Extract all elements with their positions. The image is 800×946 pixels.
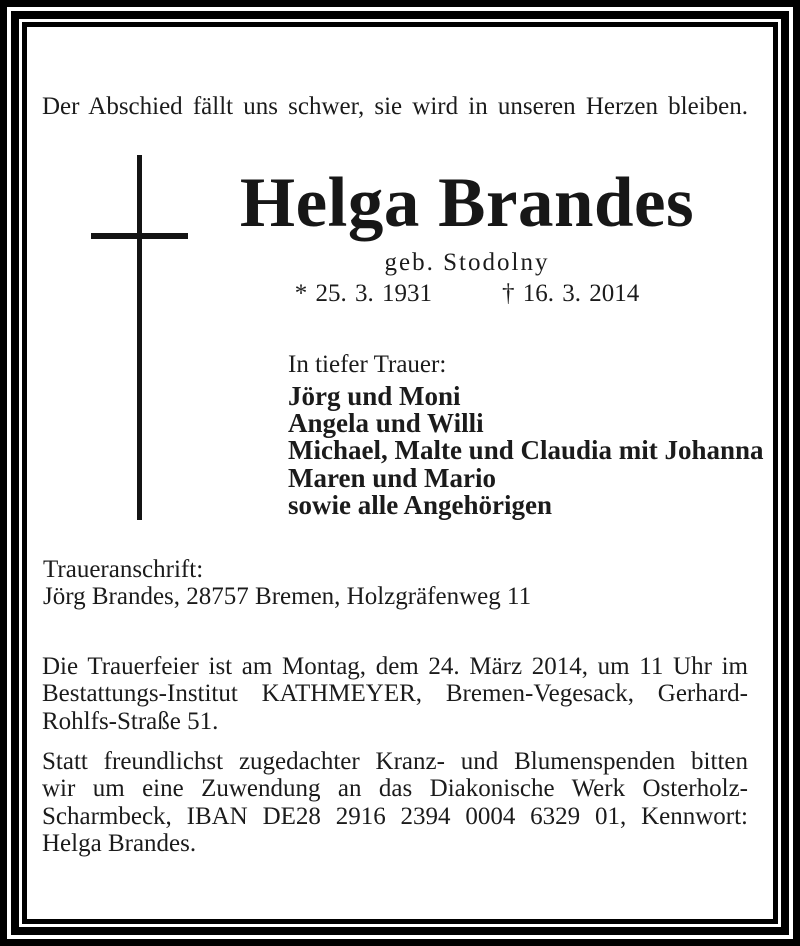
mourner-line: Maren und Mario: [288, 462, 496, 493]
mourner-line: Michael, Malte und Claudia mit Johanna: [288, 435, 764, 466]
funeral-info-line: Rohlfs-Straße 51.: [42, 707, 219, 735]
mourning-address-label: Traueranschrift:: [43, 556, 204, 583]
mourners-list: [288, 383, 768, 519]
mourning-address: [43, 556, 763, 610]
death-date: † 16. 3. 2014: [502, 280, 640, 307]
cross-vertical-bar: [137, 155, 142, 520]
maiden-name: geb. Stodolny: [384, 249, 550, 276]
mourning-border-middle: [11, 11, 789, 935]
mourner-line: sowie alle Angehörigen: [288, 489, 552, 520]
donation-info-line: Statt freundlichst zugedachter Kranz- und Blumenspenden bitten: [42, 748, 748, 775]
donation-info-line: wir um eine Zuwendung an das Diakonische Werk Osterholz-: [42, 775, 748, 803]
funeral-info-paragraph: [42, 653, 748, 735]
mourner-line: Jörg und Moni: [288, 381, 461, 411]
mourning-intro: In tiefer Trauer:: [288, 351, 447, 378]
donation-info-paragraph: [42, 748, 748, 858]
donation-info-line: Scharmbeck, IBAN DE28 2916 2394 0004 6329 01, Kennwort:: [42, 802, 748, 830]
birth-date: * 25. 3. 1931: [294, 280, 432, 307]
mourner-line: Angela und Willi: [288, 408, 484, 439]
mourning-address-value: Jörg Brandes, 28757 Bremen, Holzgräfenweg 11: [43, 583, 532, 610]
funeral-info-line: Die Trauerfeier ist am Montag, dem 24. März 2014, um 11 Uhr im: [42, 653, 748, 680]
funeral-info-line: Bestattungs-Institut KATHMEYER, Bremen-Vegesack, Gerhard-: [42, 680, 748, 708]
obituary-notice: [22, 22, 778, 924]
deceased-name: Helga Brandes: [239, 164, 695, 242]
donation-info-line: Helga Brandes.: [42, 830, 197, 858]
life-dates: [164, 280, 770, 307]
opening-line: Der Abschied fällt uns schwer, sie wird in unseren Herzen bleiben.: [42, 93, 748, 120]
